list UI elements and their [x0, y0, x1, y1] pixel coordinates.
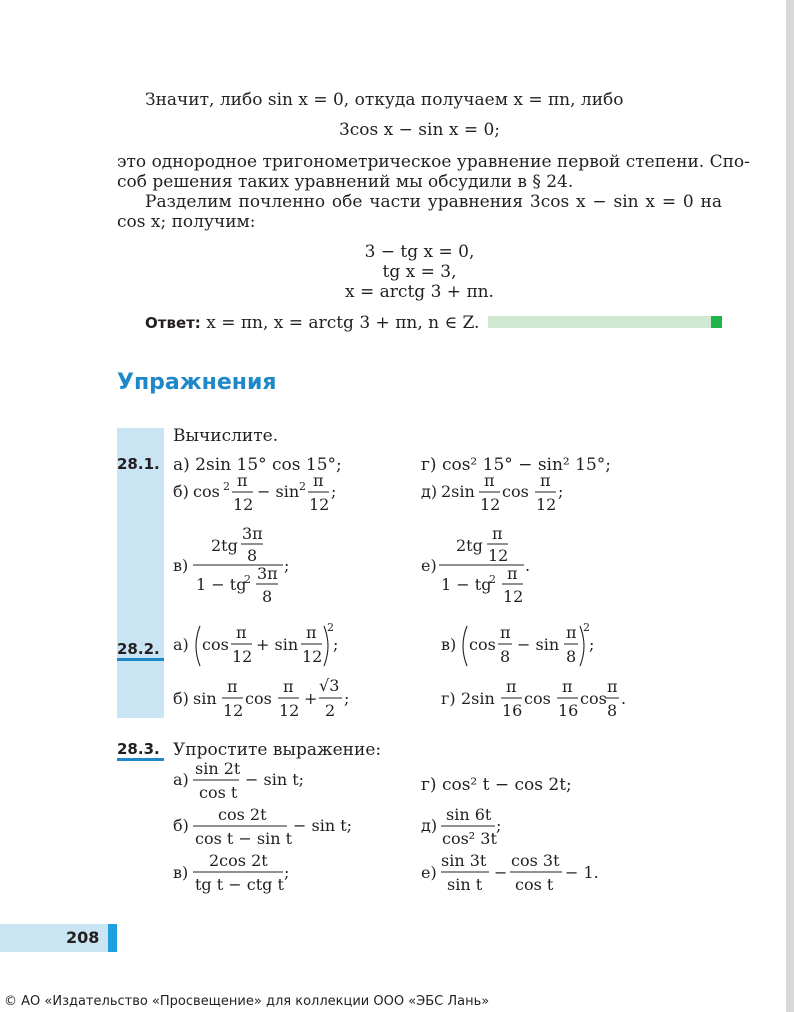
- answer-bar-end: [711, 316, 722, 328]
- twelve: 12: [232, 647, 253, 666]
- answer-line: [145, 313, 479, 333]
- denominator: cos t: [199, 783, 238, 802]
- pi: π: [283, 677, 294, 696]
- eight: 8: [566, 647, 577, 666]
- label: е): [421, 863, 437, 882]
- ex-28-1-v: [173, 525, 393, 610]
- twelve: 12: [302, 647, 323, 666]
- pi: π: [237, 471, 248, 490]
- ex-28-3-d: [421, 804, 581, 849]
- exercise-number-underline: [117, 758, 164, 761]
- label: д): [421, 816, 438, 835]
- ex-28-3-a: [173, 758, 373, 803]
- pi: π: [500, 623, 511, 642]
- rest: − 1.: [565, 863, 599, 882]
- rest: − sin t;: [293, 816, 353, 835]
- twelve: 12: [279, 701, 300, 720]
- semicolon: ;: [344, 689, 350, 708]
- period: .: [525, 556, 531, 575]
- cos-text: cos: [245, 689, 272, 708]
- left-paren: [463, 626, 467, 666]
- solution-line-5: cos x; получим:: [117, 212, 256, 232]
- eight: 8: [607, 701, 618, 720]
- ex-28-2-a: [173, 622, 373, 672]
- twelve: 12: [480, 495, 501, 514]
- pi: π: [484, 471, 495, 490]
- twelve: 12: [503, 587, 524, 606]
- semicolon: ;: [284, 556, 290, 575]
- solution-line-2: это однородное тригонометрическое уравнение первой степени. Спо-: [117, 152, 750, 172]
- pi: π: [492, 524, 503, 543]
- semicolon: ;: [331, 482, 337, 501]
- tg-text: 2tg: [456, 536, 483, 555]
- denominator-1: sin t: [447, 875, 483, 894]
- denominator-2: cos t: [515, 875, 554, 894]
- label: д): [421, 482, 438, 501]
- ex-28-1-b: [173, 470, 373, 525]
- pi: π: [562, 677, 573, 696]
- exercise-number-28-2: 28.2.: [117, 640, 160, 658]
- solution-line-3: соб решения таких уравнений мы обсудили в § 24.: [117, 172, 574, 192]
- answer-label: Ответ:: [145, 314, 201, 332]
- semicolon: ;: [496, 816, 502, 835]
- plus-sin: + sin: [256, 635, 299, 654]
- plus: +: [304, 689, 318, 708]
- ex-28-1-a: а) 2sin 15° cos 15°;: [173, 455, 342, 475]
- pi: π: [227, 677, 238, 696]
- semicolon: ;: [284, 863, 290, 882]
- sixteen: 16: [558, 701, 579, 720]
- label: е): [421, 556, 437, 575]
- minus: −: [494, 863, 508, 882]
- left-paren: [196, 626, 200, 666]
- three-pi: 3π: [242, 524, 263, 543]
- denominator: tg t − ctg t: [195, 875, 284, 894]
- numerator: sin 6t: [446, 805, 492, 824]
- denominator: cos t − sin t: [195, 829, 293, 848]
- twelve: 12: [223, 701, 244, 720]
- numerator-1: sin 3t: [441, 851, 487, 870]
- label: г): [441, 689, 456, 708]
- cos-text: cos: [469, 635, 496, 654]
- answer-text: x = πn, x = arctg 3 + πn, n ∈ Z.: [206, 313, 480, 333]
- eight: 8: [500, 647, 511, 666]
- square: 2: [223, 480, 230, 493]
- square: 2: [299, 480, 306, 493]
- equation-system-2: tg x = 3,: [382, 262, 457, 282]
- period: .: [621, 689, 627, 708]
- twelve: 12: [536, 495, 557, 514]
- answer-bar: [488, 316, 711, 328]
- copyright-footer: © АО «Издательство «Просвещение» для коллекции ООО «ЭБС Лань»: [4, 994, 490, 1009]
- sqrt-three: √3: [319, 676, 340, 695]
- three-pi: 3π: [257, 564, 278, 583]
- semicolon: ;: [333, 635, 339, 654]
- label: б): [173, 689, 189, 708]
- tg-text: 2tg: [211, 536, 238, 555]
- solution-line-1: Значит, либо sin x = 0, откуда получаем x = πn, либо: [145, 90, 624, 110]
- equation-system-3: x = arctg 3 + πn.: [345, 282, 494, 302]
- exercise-number-underline: [117, 658, 164, 661]
- ex-28-3-g: г) cos² t − cos 2t;: [421, 775, 572, 795]
- label: б): [173, 482, 189, 501]
- pi: π: [506, 677, 517, 696]
- minus-sin: − sin: [257, 482, 300, 501]
- eight: 8: [247, 546, 258, 565]
- label: в): [441, 635, 457, 654]
- cos-text: cos: [502, 482, 529, 501]
- square: 2: [489, 573, 496, 586]
- pi: π: [236, 623, 247, 642]
- sin-text: sin: [193, 689, 217, 708]
- pi: π: [507, 564, 518, 583]
- rest: − sin t;: [245, 770, 305, 789]
- exercise-28-1-intro: Вычислите.: [173, 426, 279, 446]
- label: в): [173, 556, 189, 575]
- page-edge: [786, 0, 794, 1012]
- label: а): [173, 770, 189, 789]
- solution-line-4: Разделим почленно обе части уравнения 3cos x − sin x = 0 на: [145, 192, 722, 212]
- twelve: 12: [309, 495, 330, 514]
- sin-text: 2sin: [441, 482, 475, 501]
- cos-text: cos: [193, 482, 220, 501]
- ex-28-1-d: [421, 470, 601, 525]
- sin-text: 2sin: [461, 689, 495, 708]
- semicolon: ;: [589, 635, 595, 654]
- exercise-number-28-3: 28.3.: [117, 740, 160, 758]
- one-minus-tg: 1 − tg: [196, 575, 247, 594]
- cos-text: cos: [202, 635, 229, 654]
- label: б): [173, 816, 189, 835]
- equation-system-1: 3 − tg x = 0,: [364, 242, 475, 262]
- exercise-number-28-1: 28.1.: [117, 455, 160, 473]
- square: 2: [327, 621, 334, 634]
- section-heading: Упражнения: [117, 370, 277, 395]
- square: 2: [583, 621, 590, 634]
- denominator: cos² 3t: [442, 829, 497, 848]
- semicolon: ;: [558, 482, 564, 501]
- ex-28-1-g: г) cos² 15° − sin² 15°;: [421, 455, 612, 475]
- label: а): [173, 635, 189, 654]
- page-number: 208: [66, 928, 100, 947]
- ex-28-3-e: [421, 850, 621, 900]
- equation-3cos: 3cos x − sin x = 0;: [338, 120, 501, 140]
- one-minus-tg: 1 − tg: [441, 575, 492, 594]
- ex-28-3-b: [173, 804, 393, 849]
- exercise-28-3-intro: Упростите выражение:: [173, 740, 382, 760]
- ex-28-3-v: [173, 850, 373, 900]
- page-number-tab: [108, 924, 117, 952]
- numerator: sin 2t: [195, 759, 241, 778]
- pi: π: [313, 471, 324, 490]
- twelve: 12: [233, 495, 254, 514]
- pi: π: [566, 623, 577, 642]
- pi: π: [306, 623, 317, 642]
- ex-28-1-e: [421, 525, 641, 610]
- cos-text: cos: [524, 689, 551, 708]
- numerator: cos 2t: [218, 805, 267, 824]
- eight: 8: [262, 587, 273, 606]
- ex-28-2-g: [441, 676, 641, 726]
- label: в): [173, 863, 189, 882]
- two: 2: [325, 701, 336, 720]
- numerator: 2cos 2t: [209, 851, 268, 870]
- ex-28-2-b: [173, 676, 373, 726]
- ex-28-2-v: [441, 622, 611, 672]
- minus-sin: − sin: [517, 635, 560, 654]
- pi: π: [540, 471, 551, 490]
- numerator-2: cos 3t: [511, 851, 560, 870]
- sixteen: 16: [502, 701, 523, 720]
- square: 2: [244, 573, 251, 586]
- twelve: 12: [488, 546, 509, 565]
- pi: π: [607, 677, 618, 696]
- cos-text: cos: [580, 689, 607, 708]
